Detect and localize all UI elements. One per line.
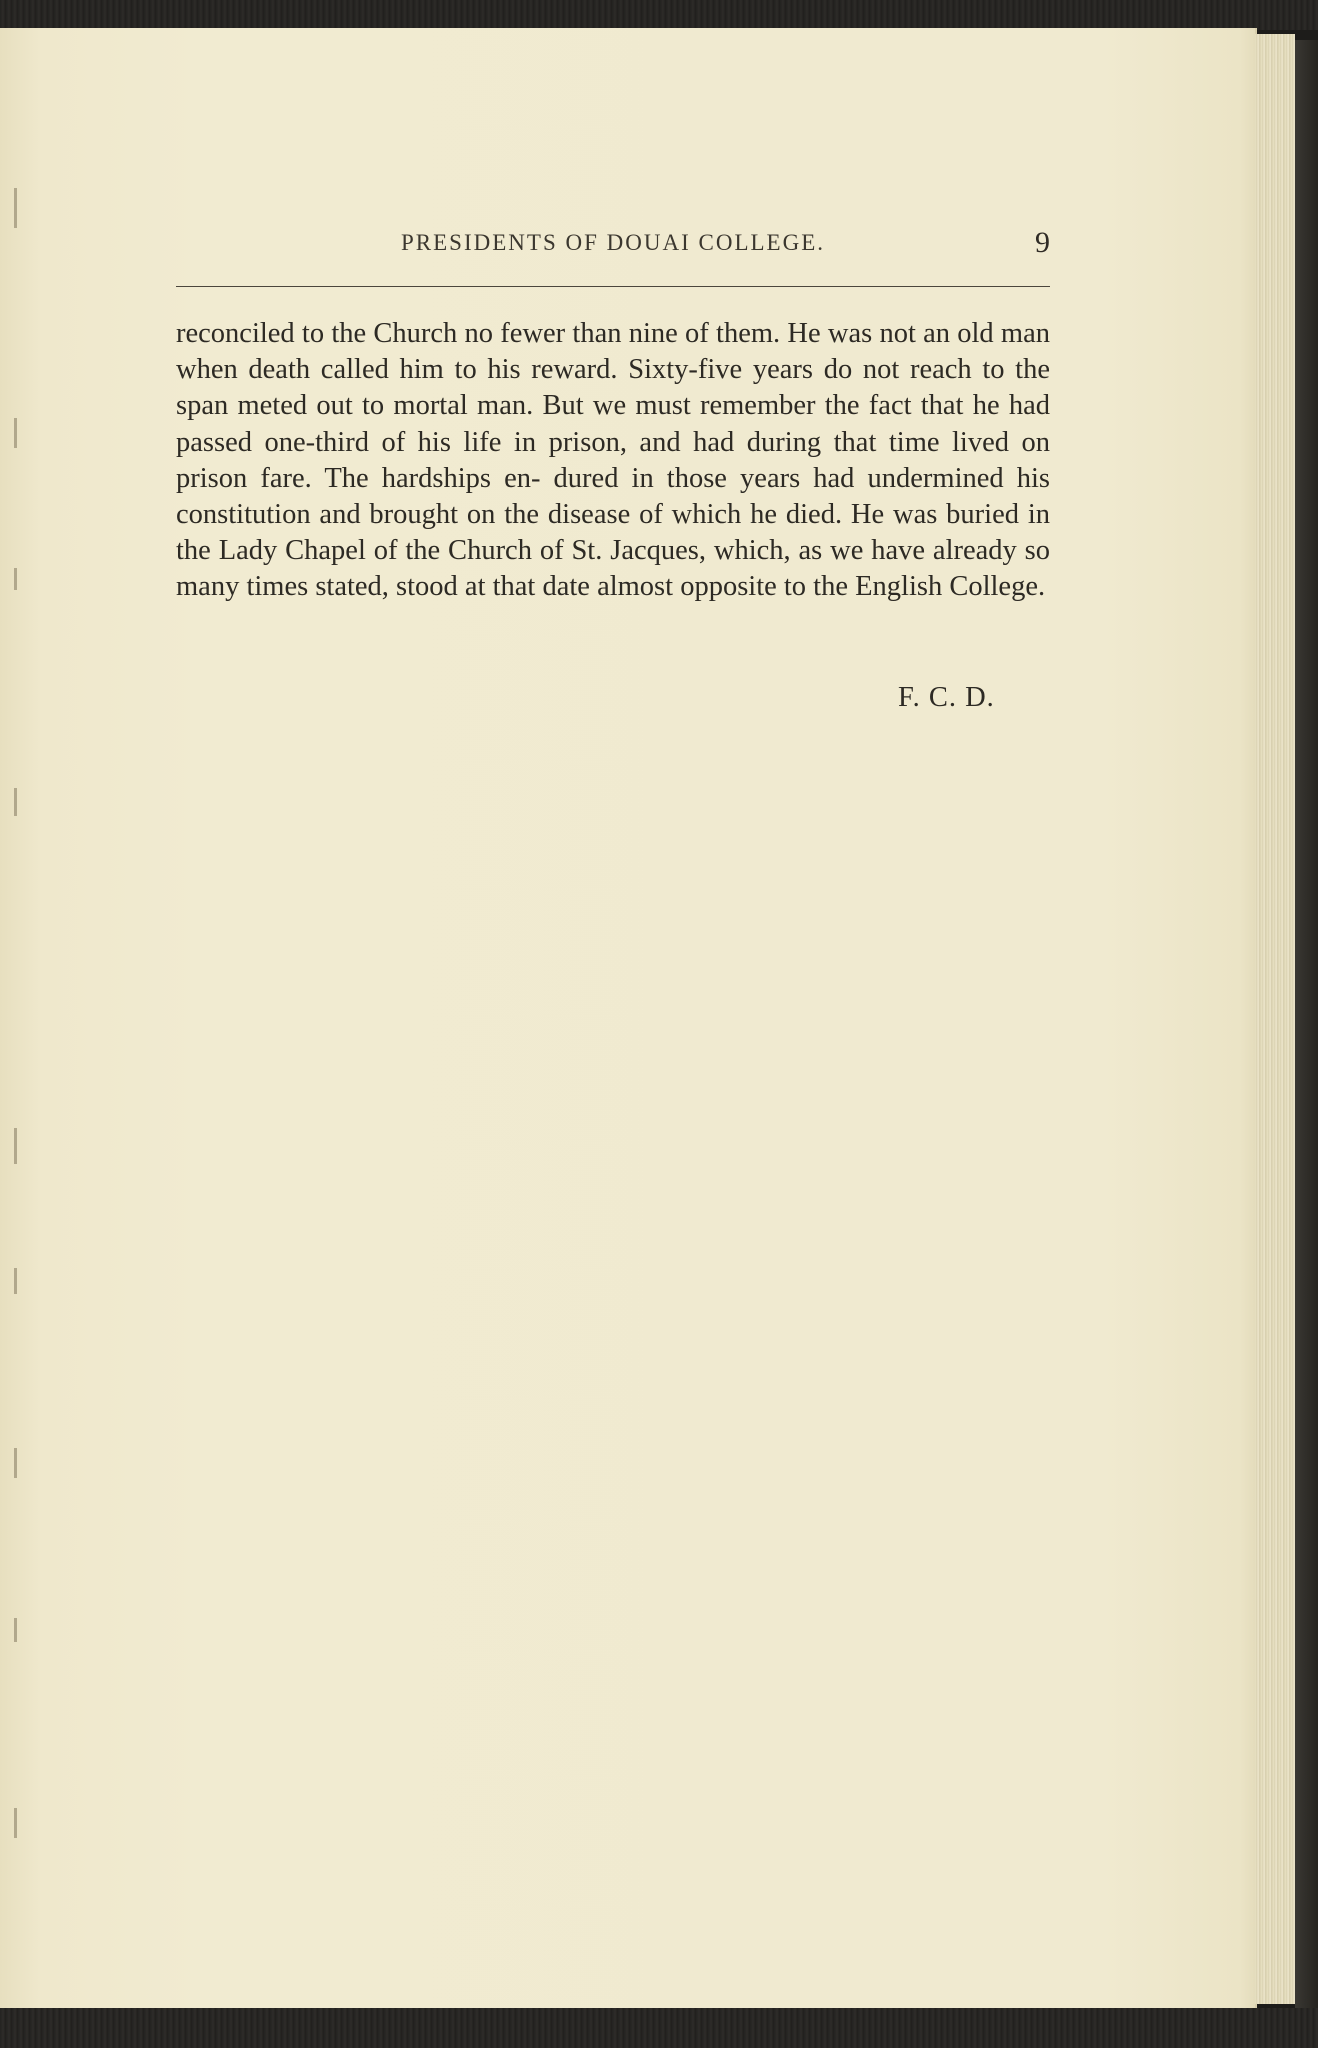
gutter-mark <box>14 1268 17 1294</box>
author-initials: F. C. D. <box>898 682 995 713</box>
top-binding-edge <box>0 0 1318 30</box>
gutter-mark <box>14 188 17 228</box>
body-paragraph: reconciled to the Church no fewer than nine of them. He was not an old man when death called him to his reward. Sixty-five years do not reach to the span meted out to mortal man. But we must remember the fact that he had passed one-third of his life in prison, and had during that time lived on prison fare. The hardships en- dured in those years had undermined his constitution and brought on the disease of which he died. He was buried in the Lady Chapel of the Church of St. Jacques, which, as we have already so many times stated, stood at that date almost opposite to the English College. <box>176 318 1050 603</box>
page-header <box>176 226 1050 266</box>
page-number: 9 <box>1035 226 1050 259</box>
gutter-mark <box>14 1808 17 1838</box>
gutter-mark <box>14 1618 17 1642</box>
page-edges <box>1255 34 1295 2004</box>
header-rule <box>176 286 1050 287</box>
cover-edge <box>1295 40 1318 2015</box>
gutter-marks <box>10 188 26 1988</box>
gutter-mark <box>14 1128 17 1164</box>
gutter-mark <box>14 788 17 816</box>
bottom-binding-edge <box>0 2008 1318 2048</box>
gutter-mark <box>14 418 17 448</box>
gutter-mark <box>14 568 17 590</box>
gutter-mark <box>14 1448 17 1478</box>
running-title: PRESIDENTS OF DOUAI COLLEGE. <box>401 230 825 255</box>
